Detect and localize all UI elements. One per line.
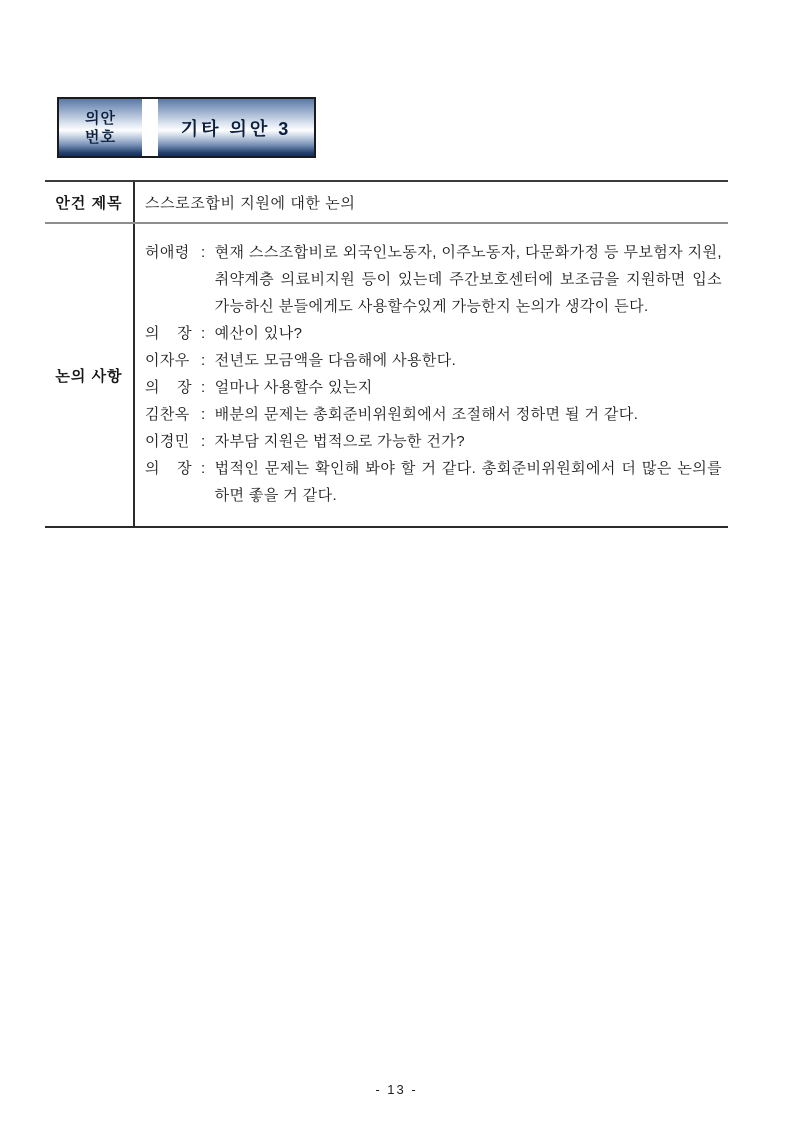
speaker-statement: 자부담 지원은 법적으로 가능한 건가?: [214, 433, 465, 450]
speaker-colon: :: [201, 379, 206, 396]
speaker-name: 허애령: [145, 244, 190, 261]
agenda-number-badge: [57, 97, 316, 158]
speaker-name: 이경민: [145, 433, 190, 450]
discussion-header: 논의 사항: [45, 224, 135, 526]
agenda-title-value: 스스로조합비 지원에 대한 논의: [145, 194, 356, 212]
speaker-name: 김찬옥: [145, 406, 190, 423]
speaker-statement: 배분의 문제는 총회준비위원회에서 조절해서 정하면 될 거 같다.: [214, 406, 639, 423]
agenda-table: [45, 180, 728, 528]
agenda-title-header: 안건 제목: [45, 182, 135, 222]
speaker-statement: 현재 스스조합비로 외국인노동자, 이주노동자, 다문화가정 등 무보험자 지원, 취약계층 의료비지원 등이 있는데 주간보호센터에 보조금을 지원하면 입소가능하신 분들에게도 사용할수있게 가능한지 논의가 생각이 든다.: [214, 244, 722, 315]
speaker-colon: :: [201, 244, 206, 261]
discussion-row: [45, 224, 728, 526]
speaker-colon: :: [201, 325, 206, 342]
speaker-statement: 법적인 문제는 확인해 봐야 할 거 같다. 총회준비위원회에서 더 많은 논의를 하면 좋을 거 같다.: [214, 460, 722, 504]
discussion-entry: [145, 455, 722, 509]
discussion-entry: [145, 239, 722, 320]
speaker-statement: 예산이 있나?: [214, 325, 303, 342]
agenda-number-value: 기타 의안 3: [180, 118, 292, 139]
speaker-name: 이자우: [145, 352, 190, 369]
agenda-title-row: [45, 182, 728, 224]
discussion-entry: [145, 347, 722, 374]
agenda-number-label: [59, 99, 142, 156]
speaker-name: 의 장: [145, 460, 192, 477]
badge-separator: [142, 99, 158, 156]
speaker-name: 의 장: [145, 379, 192, 396]
speaker-statement: 전년도 모금액을 다음해에 사용한다.: [214, 352, 457, 369]
discussion-entry: [145, 428, 722, 455]
speaker-name: 의 장: [145, 325, 192, 342]
speaker-colon: :: [201, 460, 206, 477]
agenda-number-label-line2: 번호: [85, 128, 116, 146]
speaker-statement: 얼마나 사용할수 있는지: [214, 379, 373, 396]
speaker-colon: :: [201, 406, 206, 423]
speaker-colon: :: [201, 352, 206, 369]
discussion-entry: [145, 320, 722, 347]
speaker-colon: :: [201, 433, 206, 450]
discussion-entry: [145, 374, 722, 401]
discussion-content: [135, 224, 728, 526]
discussion-entry: [145, 401, 722, 428]
page-number: - 13 -: [375, 1082, 418, 1097]
agenda-number-label-line1: 의안: [85, 109, 116, 127]
